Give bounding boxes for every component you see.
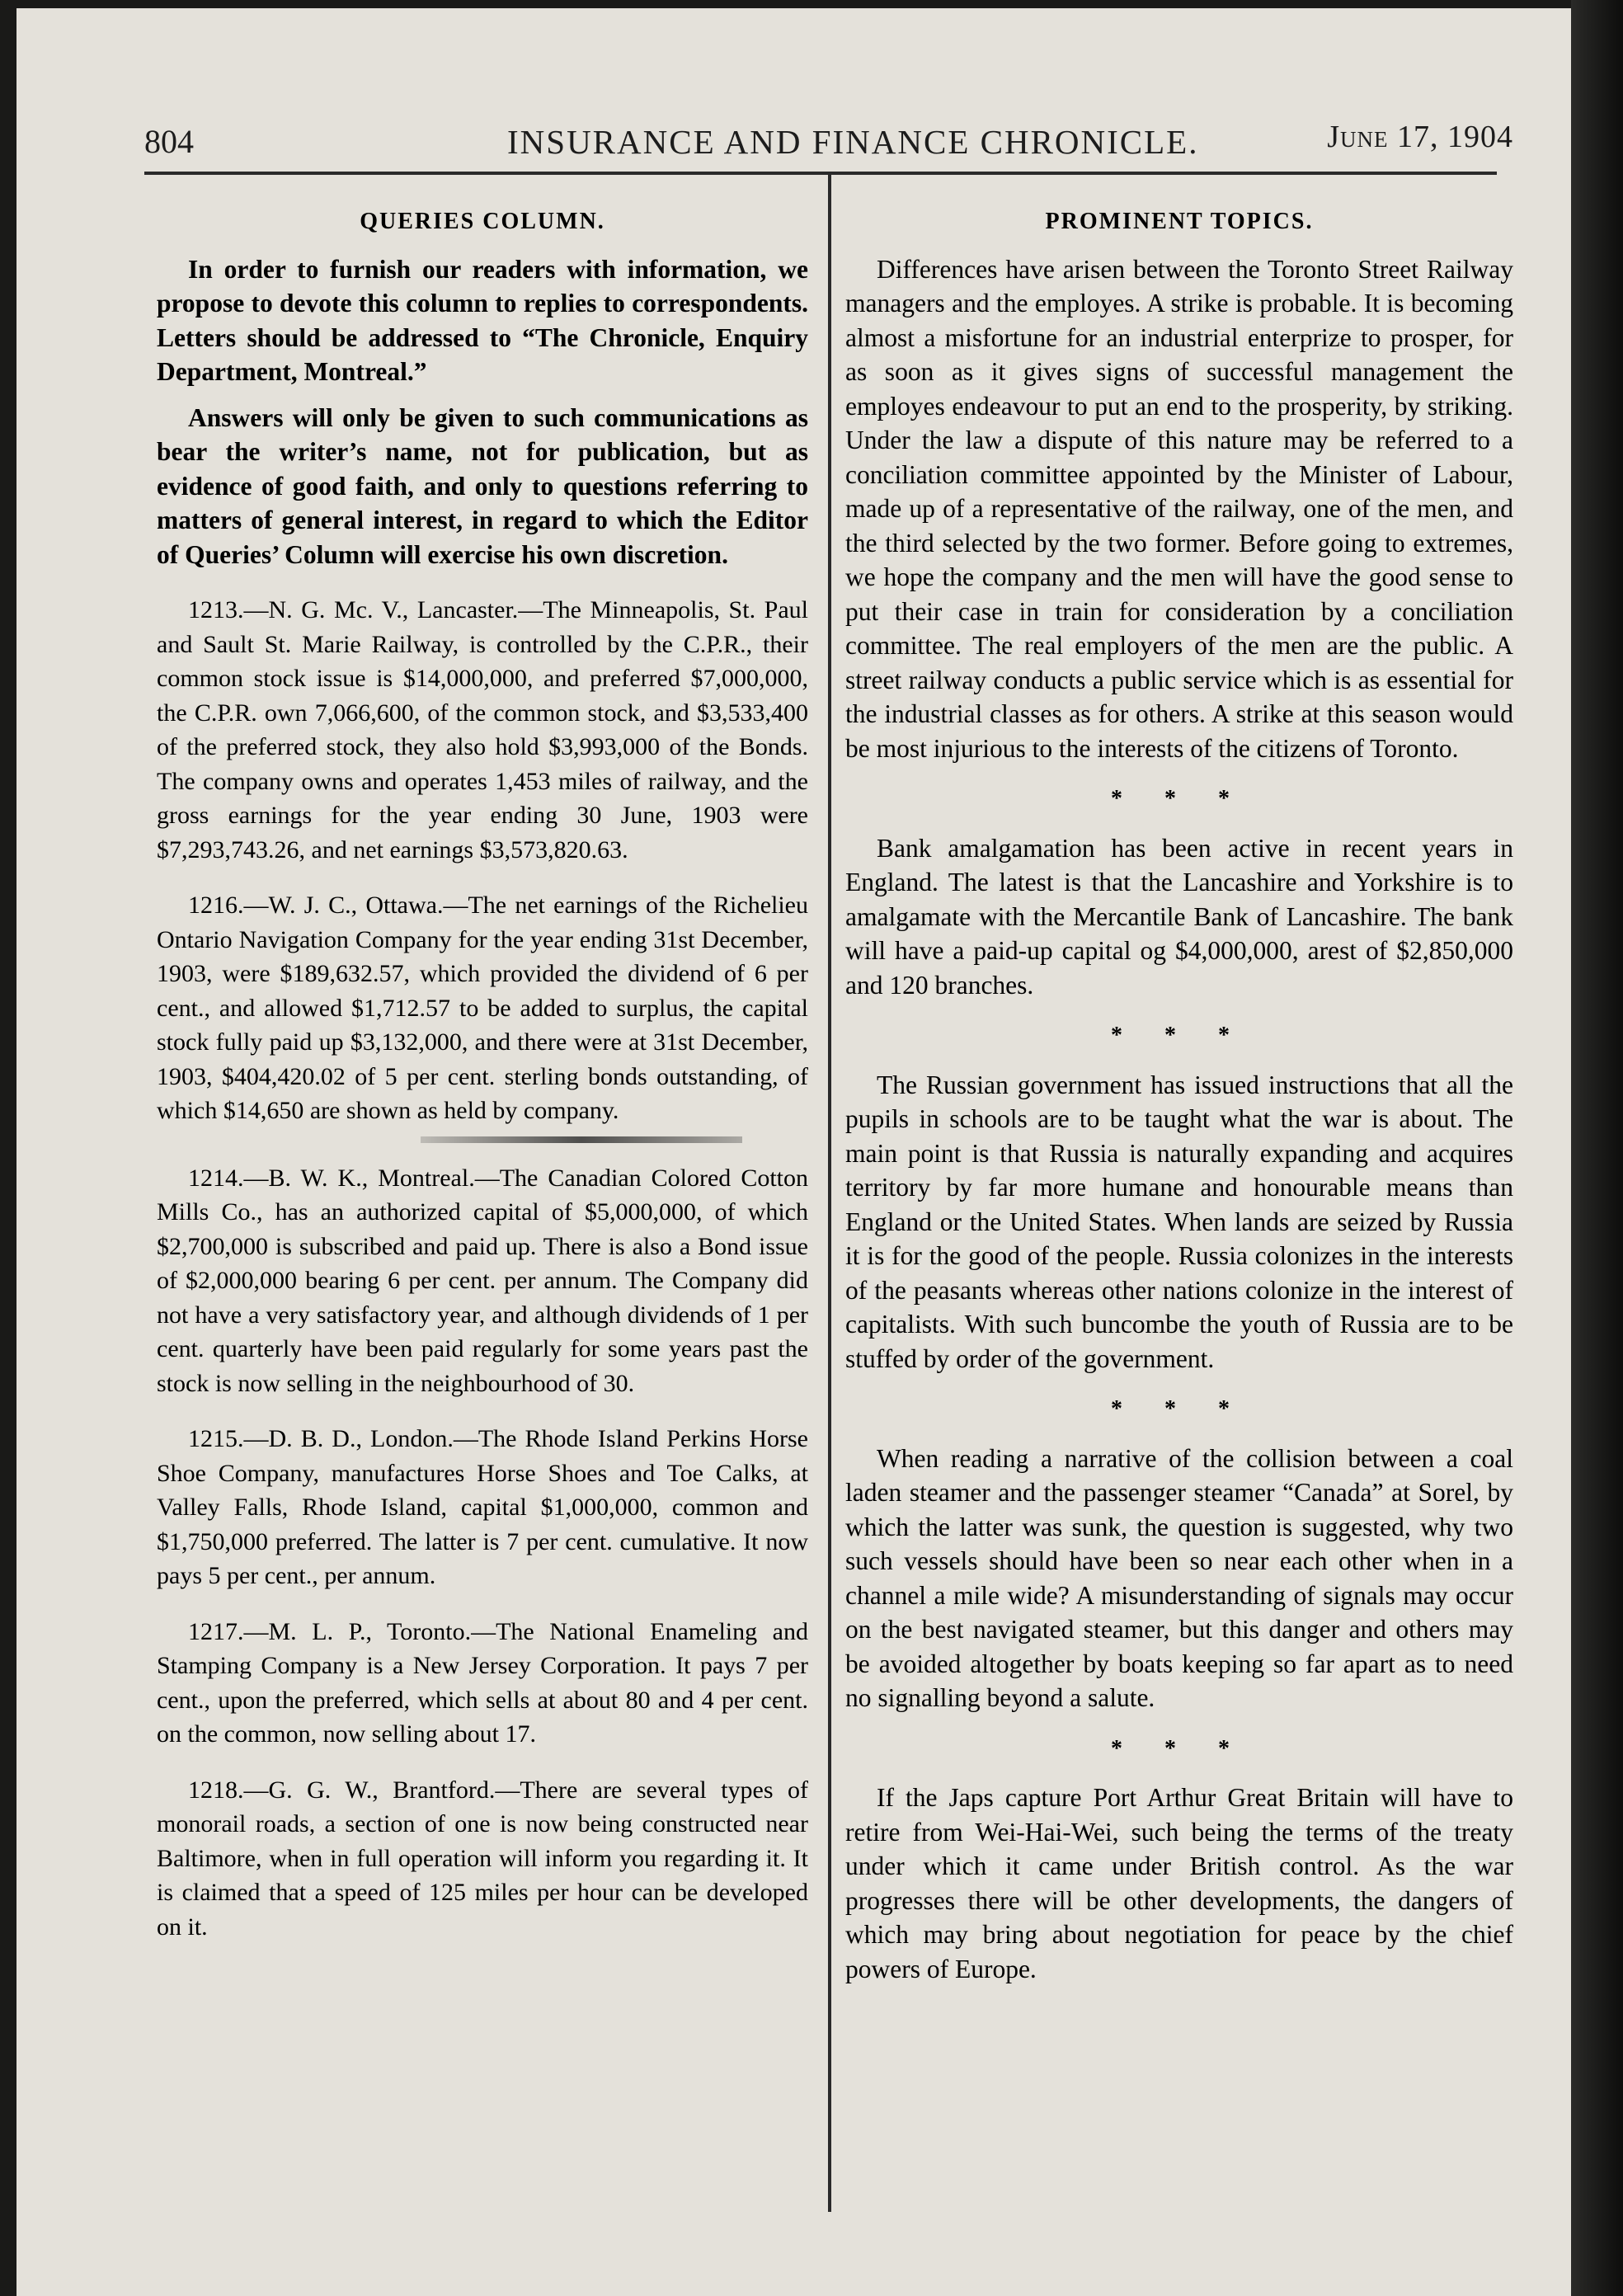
query-item: 1213.—N. G. Mc. V., Lancaster.—The Minneapolis, St. Paul and Sault St. Marie Railway, is controlled by the C.P.R., their common stock issue is $14,000,000, and preferred $7,000,000, the C.P.R. own 7,066,600, of the common stock, and $3,533,400 of the preferred stock, they also hold $3,993,000 of the Bonds. The company owns and operates 1,453 miles of railway, and the gross earnings for the year ending 30 June, 1903 were $7,293,743.26, and net earnings $3,573,820.63. — [157, 596, 808, 863]
query-item: 1215.—D. B. D., London.—The Rhode Island Perkins Horse Shoe Company, manufactures Horse Shoes and Toe Calks, at Valley Falls, Rhode Island, capital $1,000,000, common and $1,750,000 preferred. The latter is 7 per cent. cumulative. It now pays 5 per cent., per annum. — [157, 1425, 808, 1589]
topics-column — [845, 205, 1513, 2007]
ink-smear — [421, 1136, 742, 1143]
section-separator: * * * — [1111, 1735, 1248, 1762]
page-header — [144, 122, 1513, 172]
query-item: 1218.—G. G. W., Brantford.—There are several types of monorail roads, a section of one is now being constructed near Baltimore, when in full operation will inform you regarding it. It is claimed that a speed of 125 miles per hour can be developed on it. — [157, 1776, 808, 1941]
topic-paragraph: When reading a narrative of the collision between a coal laden steamer and the passenger steamer “Canada” at Sorel, by which the latter was sunk, the question is suggested, why two such vessels should have been so near each other when in a channel a mile wide? A misunderstanding of signals may occur on the best navigated steamer, but this danger and others may be avoided altogether by boats keeping so far apart as to need no signalling beyond a salute. — [845, 1443, 1513, 1712]
topic-paragraph: If the Japs capture Port Arthur Great Britain will have to retire from Wei-Hai-Wei, such being the terms of the treaty under which it came under British control. As the war progresses there will be other developments, the dangers of which may bring about negotiation for peace by the chief powers of Europe. — [845, 1783, 1513, 1983]
queries-intro-paragraph: Answers will only be given to such communications as bear the writer’s name, not for publication, but as evidence of good faith, and only to questions referring to matters of general interest, in regard to which the Editor of Queries’ Column will exercise his own discretion. — [157, 402, 808, 569]
section-separator: * * * — [1111, 1023, 1248, 1048]
queries-intro-paragraph: In order to furnish our readers with information, we propose to devote this column to replies to correspondents. Letters should be addressed to “The Chronicle, Enquiry Department, Montreal.” — [157, 254, 808, 386]
queries-column-title: QUERIES COLUMN. — [360, 209, 605, 234]
page-edge-shadow — [1571, 0, 1623, 2296]
queries-column — [157, 205, 808, 1965]
query-item: 1216.—W. J. C., Ottawa.—The net earnings of the Richelieu Ontario Navigation Company for the year ending 31st December, 1903, were $189,632.57, which provided the dividend of 6 per cent., and allowed $1,712.57 to be added to surplus, the capital stock fully paid up $3,132,000, and there were at 31st December, 1903, $404,420.02 of 5 per cent. sterling bonds outstanding, of which $14,650 are shown as held by company. — [157, 892, 808, 1124]
journal-title: INSURANCE AND FINANCE CHRONICLE. — [507, 123, 1199, 161]
query-item: 1217.—M. L. P., Toronto.—The National Enameling and Stamping Company is a New Jersey Corporation. It pays 7 per cent., upon the preferred, which sells at about 80 and 4 per cent. on the common, now selling about 17. — [157, 1617, 808, 1748]
header-rule — [144, 172, 1497, 175]
topics-column-title: PROMINENT TOPICS. — [1045, 209, 1314, 234]
page-number: 804 — [144, 123, 194, 160]
column-divider — [828, 175, 831, 2212]
section-separator: * * * — [1111, 786, 1248, 812]
topic-paragraph: Bank amalgamation has been active in recent years in England. The latest is that the Lancashire and Yorkshire is to amalgamate with the Mercantile Bank of Lancashire. The bank will have a paid-up capital og $4,000,000, arest of $2,850,000 and 120 branches. — [845, 833, 1513, 1000]
issue-date: June 17, 1904 — [1327, 120, 1513, 154]
query-item: 1214.—B. W. K., Montreal.—The Canadian Colored Cotton Mills Co., has an authorized capital of $5,000,000, of which $2,700,000 is subscribed and paid up. There is also a Bond issue of $2,000,000 bearing 6 per cent. per annum. The Company did not have a very satisfactory year, and although dividends of 1 per cent. quarterly have been paid regularly for some years past the stock is now selling in the neighbourhood of 30. — [157, 1164, 808, 1397]
section-separator: * * * — [1111, 1396, 1248, 1422]
topic-paragraph: Differences have arisen between the Toronto Street Railway managers and the employes. A strike is probable. It is becoming almost a misfortune for an industrial enterprize to prosper, for as soon as it gives signs of successful management the employes endeavour to put an end to the prosperity, by striking. Under the law a dispute of this nature may be referred to a conciliation committee appointed by the Minister of Labour, made up of a representative of the railway, one of the men, and the third selected by the two former. Before going to extremes, we hope the company and the men will have the good sense to put their case in train for consideration by a conciliation committee. The real employers of the men are the public. A street railway conducts a public service which is as essential for the industrial classes as for others. A strike at this season would be most injurious to the interests of the citizens of Toronto. — [845, 254, 1513, 763]
topic-paragraph: The Russian government has issued instructions that all the pupils in schools are to be taught what the war is about. The main point is that Russia is naturally expanding and acquires territory by far more humane and honourable means than England or the United States. When lands are seized by Russia it is for the good of the people. Russia colonizes in the interests of the peasants whereas other nations colonize in the interest of capitalists. With such buncombe the youth of Russia are to be stuffed by order of the government. — [845, 1070, 1513, 1373]
